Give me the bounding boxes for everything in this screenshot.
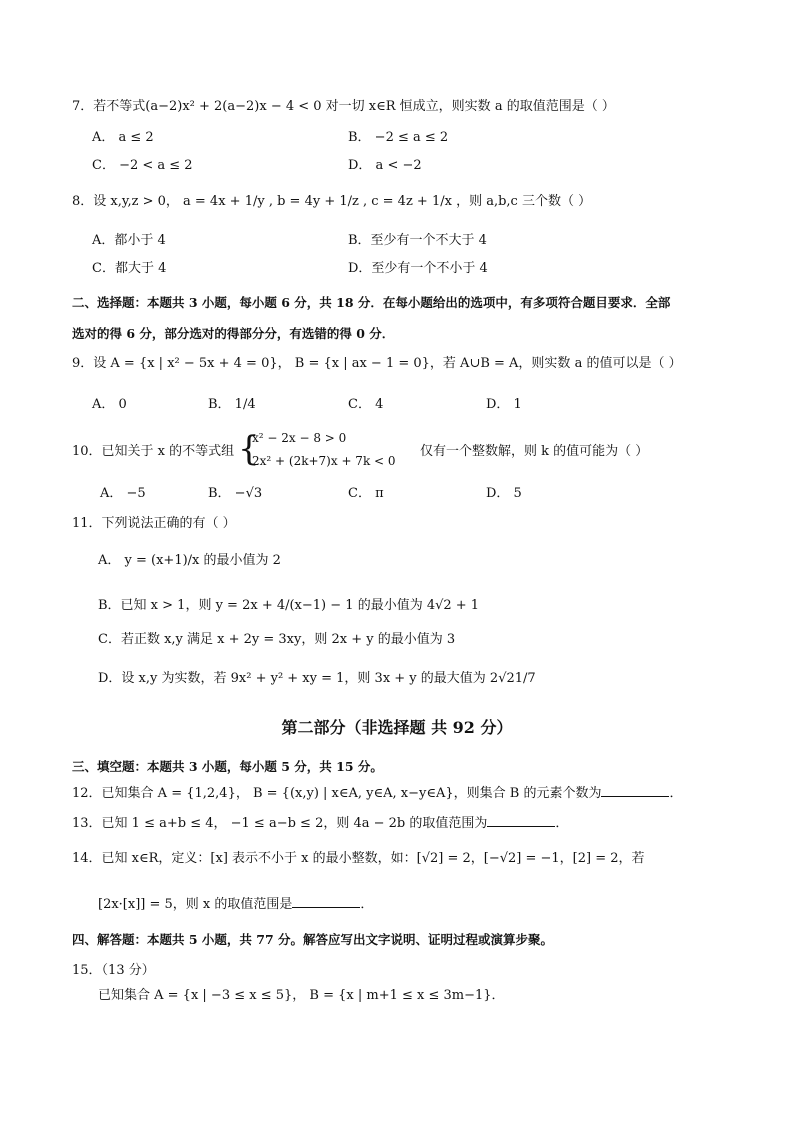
q8-option-b: B．至少有一个不大于 4 — [348, 233, 487, 248]
q9-option-a: A． 0 — [92, 397, 127, 412]
q9-option-b: B． 1/4 — [208, 397, 256, 412]
q8-stem: 8．设 x,y,z > 0， a = 4x + 1/y , b = 4y + 1/z , c = 4z + 1/x ，则 a,b,c 三个数（ ） — [72, 194, 592, 209]
q13-end: ． — [555, 816, 569, 831]
section-3-heading: 三、填空题：本题共 3 小题，每小题 5 分，共 15 分。 — [72, 759, 383, 774]
q15-stem: 已知集合 A = {x | −3 ≤ x ≤ 5}， B = {x | m+1 ≤ x ≤ 3m−1}． — [98, 988, 505, 1003]
q10-system-line1: x² − 2x − 8 > 0 — [252, 431, 347, 445]
q7-option-a: A． a ≤ 2 — [92, 130, 154, 145]
q11-stem: 11．下列说法正确的有（ ） — [72, 516, 236, 531]
q12-end: ． — [669, 786, 683, 801]
section-2-heading-line1: 二、选择题：本题共 3 小题，每小题 6 分，共 18 分．在每小题给出的选项中，有多项符合题目要求．全部 — [72, 295, 671, 310]
q10-system-line2: 2x² + (2k+7)x + 7k < 0 — [252, 454, 396, 468]
q7-stem: 7．若不等式(a−2)x² + 2(a−2)x − 4 < 0 对一切 x∈R 恒成立，则实数 a 的取值范围是（ ） — [72, 99, 615, 114]
q10-brace: { — [238, 429, 260, 469]
q10-option-c: C． π — [348, 486, 384, 501]
q15-score: 15．（13 分） — [72, 963, 155, 978]
q10-option-d: D． 5 — [486, 486, 522, 501]
q14-end: ． — [360, 897, 374, 912]
section-4-heading: 四、解答题：本题共 5 小题，共 77 分。解答应写出文字说明、证明过程或演算步聚。 — [72, 932, 554, 947]
q12-answer-blank[interactable] — [601, 782, 669, 797]
q10-stem-pre: 10．已知关于 x 的不等式组 — [72, 444, 235, 459]
q14-line2 — [98, 893, 373, 914]
q14-line1: 14．已知 x∈R，定义：[x] 表示不小于 x 的最小整数，如：[√2] = 2，[−√2] = −1，[2] = 2，若 — [72, 851, 645, 866]
part-2-title: 第二部分（非选择题 共 92 分） — [281, 718, 513, 737]
q11-option-c: C．若正数 x,y 满足 x + 2y = 3xy，则 2x + y 的最小值为 3 — [98, 632, 456, 647]
q10-stem-post: 仅有一个整数解，则 k 的值可能为（ ） — [420, 444, 649, 459]
q12-line — [72, 782, 682, 803]
q11-option-a: A． y = (x+1)/x 的最小值为 2 — [98, 553, 281, 568]
q8-option-c: C．都大于 4 — [92, 261, 167, 276]
q13-line — [72, 812, 568, 833]
q9-option-c: C． 4 — [348, 397, 384, 412]
q8-option-a: A．都小于 4 — [92, 233, 166, 248]
q14-answer-blank[interactable] — [292, 893, 360, 908]
q13-answer-blank[interactable] — [487, 812, 555, 827]
q10-option-a: A． −5 — [100, 486, 146, 501]
q10-option-b: B． −√3 — [208, 486, 263, 501]
q9-option-d: D． 1 — [486, 397, 522, 412]
q12-stem: 12．已知集合 A = {1,2,4}， B = {(x,y) | x∈A, y∈A, x−y∈A}，则集合 B 的元素个数为 — [72, 786, 602, 801]
q11-option-d: D．设 x,y 为实数，若 9x² + y² + xy = 1，则 3x + y 的最大值为 2√21/7 — [98, 671, 536, 686]
q13-stem: 13．已知 1 ≤ a+b ≤ 4， −1 ≤ a−b ≤ 2，则 4a − 2b 的取值范围为 — [72, 816, 488, 831]
q7-option-b: B． −2 ≤ a ≤ 2 — [348, 130, 449, 145]
q7-option-c: C． −2 < a ≤ 2 — [92, 158, 193, 173]
q9-stem: 9．设 A = {x | x² − 5x + 4 = 0}， B = {x | ax − 1 = 0}，若 A∪B = A，则实数 a 的值可以是（ ） — [72, 356, 682, 371]
section-2-heading-line2: 选对的得 6 分，部分选对的得部分分，有选错的得 0 分． — [72, 326, 395, 341]
q11-option-b: B．已知 x > 1，则 y = 2x + 4/(x−1) − 1 的最小值为 4√2 + 1 — [98, 598, 480, 613]
q14-stem: [2x·[x]] = 5，则 x 的取值范围是 — [98, 897, 293, 912]
q7-option-d: D． a < −2 — [348, 158, 422, 173]
q8-option-d: D．至少有一个不小于 4 — [348, 261, 488, 276]
